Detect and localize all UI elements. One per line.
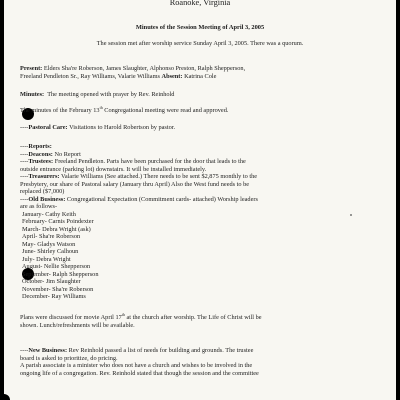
new-business-line-2: board is asked to prioritize, do pricing.	[20, 354, 118, 362]
document-title: Minutes of the Session Meeting of April 3, 2005	[135, 24, 265, 31]
treasurers-line-3: replaced ($7,000)	[20, 188, 65, 195]
movie-text: Plans were discussed for movie April 17	[20, 314, 122, 321]
absent-names: Katrina Cole	[184, 72, 217, 80]
deacons-line	[20, 151, 81, 159]
movie-line-1	[20, 314, 262, 322]
worship-leader-item: January- Cathy Keith	[22, 210, 76, 218]
dash: ----	[20, 150, 29, 158]
dash: ----	[20, 173, 29, 180]
present-names-cont: Freeland Pendleton Sr., Ray Williams, Valarie Williams	[20, 72, 160, 80]
new-business-line-1	[20, 347, 253, 355]
worship-leader-item: October- Jim Slaughter	[22, 278, 81, 285]
deacons-label: Deacons:	[28, 150, 53, 158]
present-line-1	[20, 65, 245, 73]
dash: ----	[20, 143, 29, 150]
document-page	[4, 0, 396, 400]
trustees-line-1	[20, 158, 246, 166]
minutes-label: Minutes:	[20, 91, 45, 98]
trustees-line-2: outside entrance (parking lot) downstairs. It will be installed immediately.	[20, 165, 207, 173]
previous-minutes-sup: th	[99, 105, 103, 110]
new-business-text: Rev Reinhold passed a list of needs for building and grounds. The trustee	[68, 347, 254, 354]
worship-leader-item: February- Carnis Poindexter	[22, 218, 94, 225]
new-business-line-4: ongoing life of a congregation. Rev. Reinhold stated that though the session and the committee	[20, 369, 259, 377]
pastoral-care-text: Visitations to Harold Robertson by pastor.	[69, 124, 176, 131]
worship-leader-item: November- Sha're Roberson	[22, 285, 94, 293]
previous-minutes-line	[20, 107, 228, 115]
treasurers-text: Valarie Williams (See attached.) There needs to be sent $2,875 monthly to the	[61, 173, 258, 180]
trustees-label: Trustees:	[28, 158, 54, 165]
old-business-line-1	[20, 196, 258, 204]
old-business-text: Congregational Expectation (Commitment cards- attached) Worship leaders	[66, 195, 258, 203]
previous-minutes-text: The minutes of the February 13	[20, 107, 100, 114]
worship-leader-item: December- Ray Williams	[22, 293, 86, 300]
treasurers-line-1	[20, 173, 257, 181]
dash: ----	[20, 195, 29, 203]
dash: ----	[20, 124, 29, 131]
old-business-label: Old Business:	[28, 195, 66, 203]
location-heading: Roanoke, Virginia	[169, 0, 231, 7]
worship-leader-item: July- Debra Wright	[22, 255, 71, 263]
movie-sup: th	[121, 312, 125, 317]
deacons-text: No Report	[54, 150, 81, 158]
reports-label: Reports:	[28, 143, 52, 150]
reports-heading	[20, 143, 52, 151]
present-line-2	[20, 73, 216, 81]
worship-leader-item: September- Ralph Shepperson	[22, 270, 99, 278]
minutes-line	[20, 91, 174, 99]
present-label: Present:	[20, 65, 43, 72]
pastoral-care-line	[20, 124, 175, 132]
trustees-text: Freeland Pendleton. Parts have been purchased for the door that leads to the	[54, 158, 246, 165]
punch-hole	[4, 394, 10, 400]
treasurers-line-2: Presbytery, our share of Pastoral salary (January thru April) Also the West fund needs to be	[20, 180, 250, 188]
new-business-line-3: A parish associate is a minister who does not have a church and wishes to be involved in the	[20, 362, 253, 369]
treasurers-label: Treasurers:	[28, 173, 60, 180]
dash: ----	[20, 347, 29, 354]
absent-label: Absent:	[161, 72, 183, 80]
movie-line-2: shown. Lunch/refreshments will be available.	[20, 321, 135, 329]
dash: ----	[20, 158, 29, 165]
new-business-label: New Business:	[28, 347, 68, 354]
minutes-text: The meeting opened with prayer by Rev. Reinhold	[47, 91, 175, 98]
movie-text-end: at the church after worship. The Life of Christ will be	[124, 314, 262, 321]
worship-leader-item: May- Gladys Watson	[22, 240, 76, 248]
intro-paragraph: The session met after worship service Sunday April 3, 2005. There was a quorum.	[96, 40, 304, 47]
worship-leader-item: June- Shirley Calhoun	[22, 248, 79, 255]
pastoral-care-label: Pastoral Care:	[28, 124, 68, 131]
present-names: Elders Sha're Roberson, James Slaughter, Alphonso Preston, Ralph Shepperson,	[43, 65, 246, 72]
paper-speck	[350, 214, 352, 216]
worship-leader-item: April- Sha're Roberson	[22, 233, 81, 240]
previous-minutes-text-end: Congregational meeting were read and approved.	[102, 107, 229, 114]
worship-leader-item: August- Nellie Shepperson	[22, 263, 91, 270]
old-business-line-2: are as follows-	[20, 203, 58, 210]
worship-leader-item: March- Debra Wright (ask)	[22, 225, 91, 233]
